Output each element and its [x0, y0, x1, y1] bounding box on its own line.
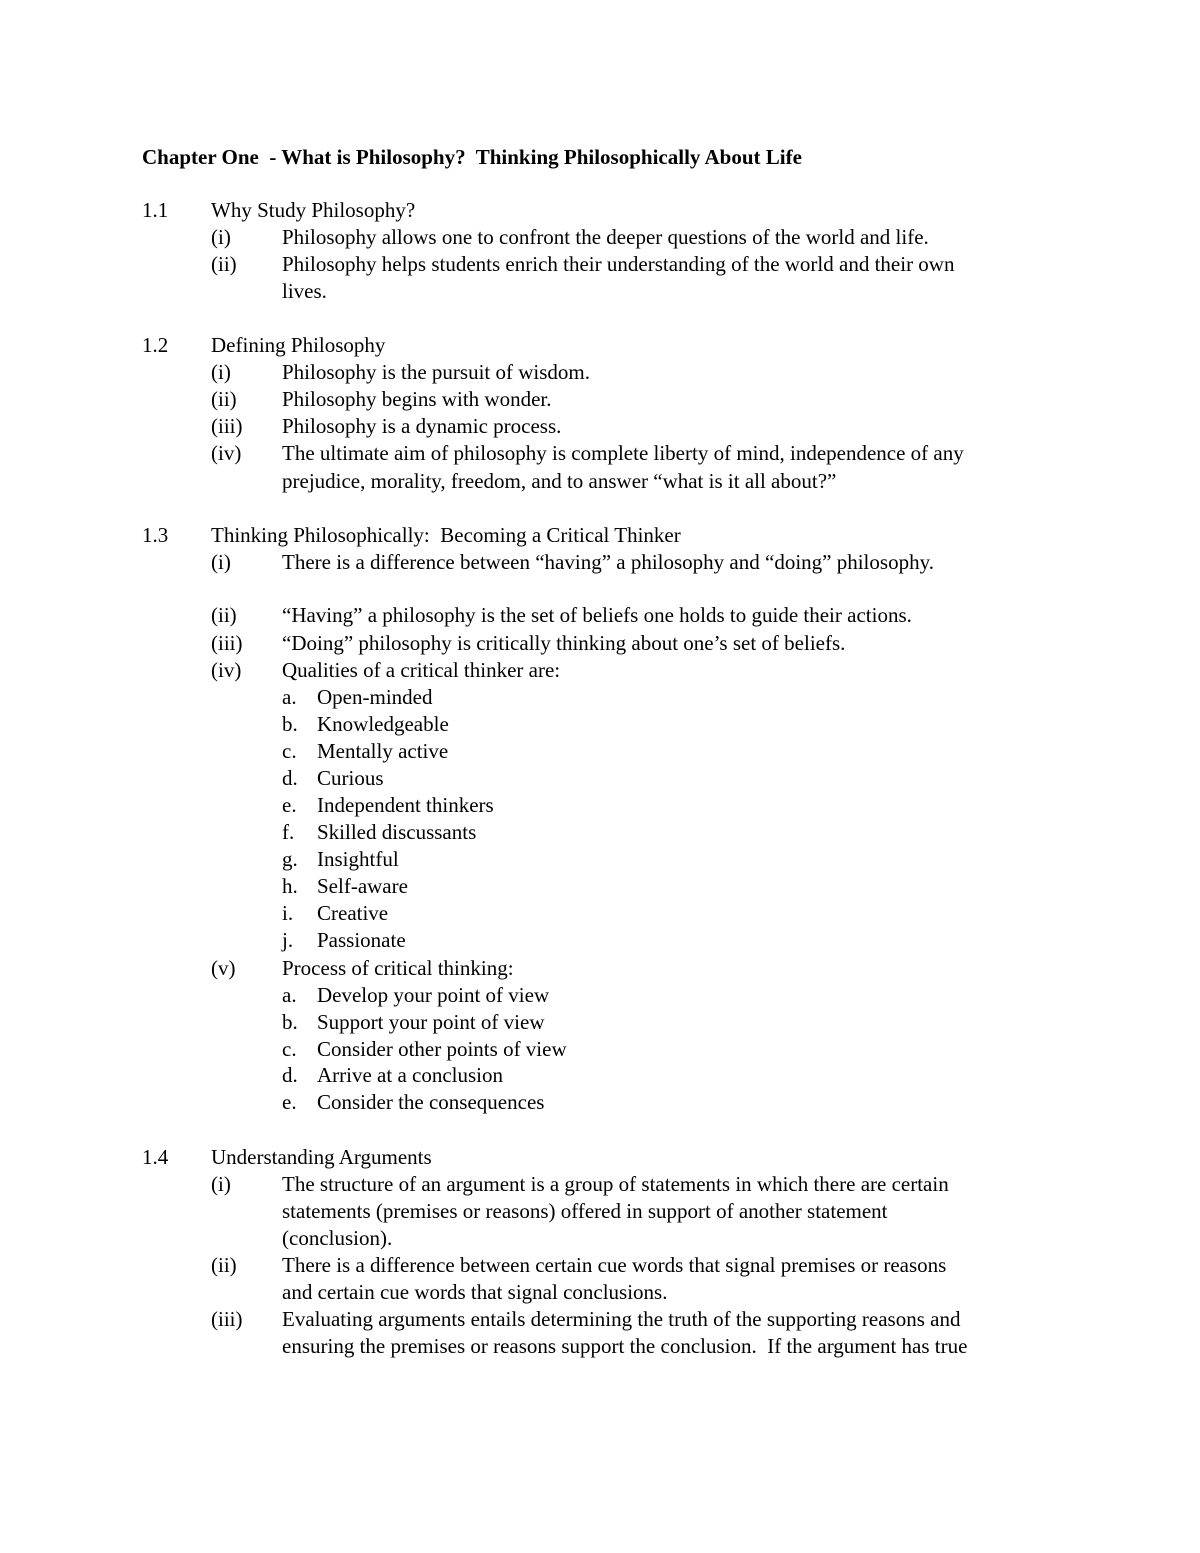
sub-item-marker: g. — [282, 847, 298, 871]
sub-item-marker: b. — [282, 712, 298, 736]
section-number: 1.4 — [142, 1145, 169, 1169]
sub-item-text: Support your point of view — [317, 1010, 545, 1034]
sub-item-marker: c. — [282, 1037, 297, 1061]
section-number: 1.1 — [142, 198, 169, 222]
sub-item-text: Consider the consequences — [317, 1090, 545, 1114]
item-marker: (i) — [211, 225, 231, 249]
sub-item-marker: c. — [282, 739, 297, 763]
sub-item-text: Knowledgeable — [317, 712, 449, 736]
sub-item-marker: d. — [282, 1063, 298, 1087]
item-marker: (ii) — [211, 603, 237, 627]
item-text: Qualities of a critical thinker are: — [282, 658, 561, 682]
sub-item-marker: i. — [282, 901, 294, 925]
sub-item-text: Skilled discussants — [317, 820, 477, 844]
item-text: There is a difference between “having” a philosophy and “doing” philosophy. — [282, 550, 934, 574]
item-marker: (i) — [211, 550, 231, 574]
sub-item-marker: e. — [282, 793, 297, 817]
section-heading: Understanding Arguments — [211, 1145, 432, 1169]
sub-item-marker: e. — [282, 1090, 297, 1114]
sub-item-text: Independent thinkers — [317, 793, 494, 817]
item-marker: (ii) — [211, 387, 237, 411]
chapter-title: Chapter One - What is Philosophy? Thinking Philosophically About Life — [142, 145, 802, 169]
item-marker: (iii) — [211, 414, 243, 438]
section-number: 1.3 — [142, 523, 169, 547]
item-marker: (ii) — [211, 1253, 237, 1277]
sub-item-marker: d. — [282, 766, 298, 790]
item-marker: (iii) — [211, 1307, 243, 1331]
section-heading: Defining Philosophy — [211, 333, 386, 357]
item-text: Philosophy begins with wonder. — [282, 387, 552, 411]
item-text: Evaluating arguments entails determining the truth of the supporting reasons and — [282, 1307, 961, 1331]
sub-item-text: Insightful — [317, 847, 399, 871]
sub-item-text: Passionate — [317, 928, 406, 952]
item-text: statements (premises or reasons) offered in support of another statement — [282, 1199, 888, 1223]
item-marker: (ii) — [211, 252, 237, 276]
sub-item-marker: a. — [282, 685, 297, 709]
item-marker: (v) — [211, 956, 236, 980]
sub-item-marker: h. — [282, 874, 298, 898]
sub-item-text: Creative — [317, 901, 389, 925]
sub-item-marker: j. — [282, 928, 294, 952]
item-text: Philosophy is a dynamic process. — [282, 414, 562, 438]
item-marker: (iv) — [211, 441, 242, 465]
sub-item-text: Consider other points of view — [317, 1037, 567, 1061]
item-text: and certain cue words that signal conclusions. — [282, 1280, 668, 1304]
sub-item-text: Arrive at a conclusion — [317, 1063, 504, 1087]
item-text: Philosophy allows one to confront the deeper questions of the world and life. — [282, 225, 929, 249]
item-marker: (i) — [211, 360, 231, 384]
section-heading: Why Study Philosophy? — [211, 198, 416, 222]
item-text: There is a difference between certain cue words that signal premises or reasons — [282, 1253, 947, 1277]
item-marker: (iii) — [211, 631, 243, 655]
item-text: Philosophy helps students enrich their understanding of the world and their own — [282, 252, 955, 276]
item-text: prejudice, morality, freedom, and to answer “what is it all about?” — [282, 469, 837, 493]
sub-item-marker: b. — [282, 1010, 298, 1034]
sub-item-text: Mentally active — [317, 739, 449, 763]
item-marker: (i) — [211, 1172, 231, 1196]
item-text: The ultimate aim of philosophy is complete liberty of mind, independence of any — [282, 441, 964, 465]
item-text: ensuring the premises or reasons support the conclusion. If the argument has true — [282, 1334, 968, 1358]
item-text: “Having” a philosophy is the set of beliefs one holds to guide their actions. — [282, 603, 912, 627]
item-text: Philosophy is the pursuit of wisdom. — [282, 360, 591, 384]
item-text: The structure of an argument is a group of statements in which there are certain — [282, 1172, 949, 1196]
section-heading: Thinking Philosophically: Becoming a Critical Thinker — [211, 523, 681, 547]
sub-item-text: Curious — [317, 766, 384, 790]
item-text: Process of critical thinking: — [282, 956, 514, 980]
sub-item-marker: a. — [282, 983, 297, 1007]
item-text: (conclusion). — [282, 1226, 393, 1250]
item-marker: (iv) — [211, 658, 242, 682]
item-text: lives. — [282, 279, 327, 303]
sub-item-text: Develop your point of view — [317, 983, 550, 1007]
section-number: 1.2 — [142, 333, 169, 357]
item-text: “Doing” philosophy is critically thinking about one’s set of beliefs. — [282, 631, 846, 655]
sub-item-marker: f. — [282, 820, 295, 844]
sub-item-text: Open-minded — [317, 685, 433, 709]
sub-item-text: Self-aware — [317, 874, 408, 898]
